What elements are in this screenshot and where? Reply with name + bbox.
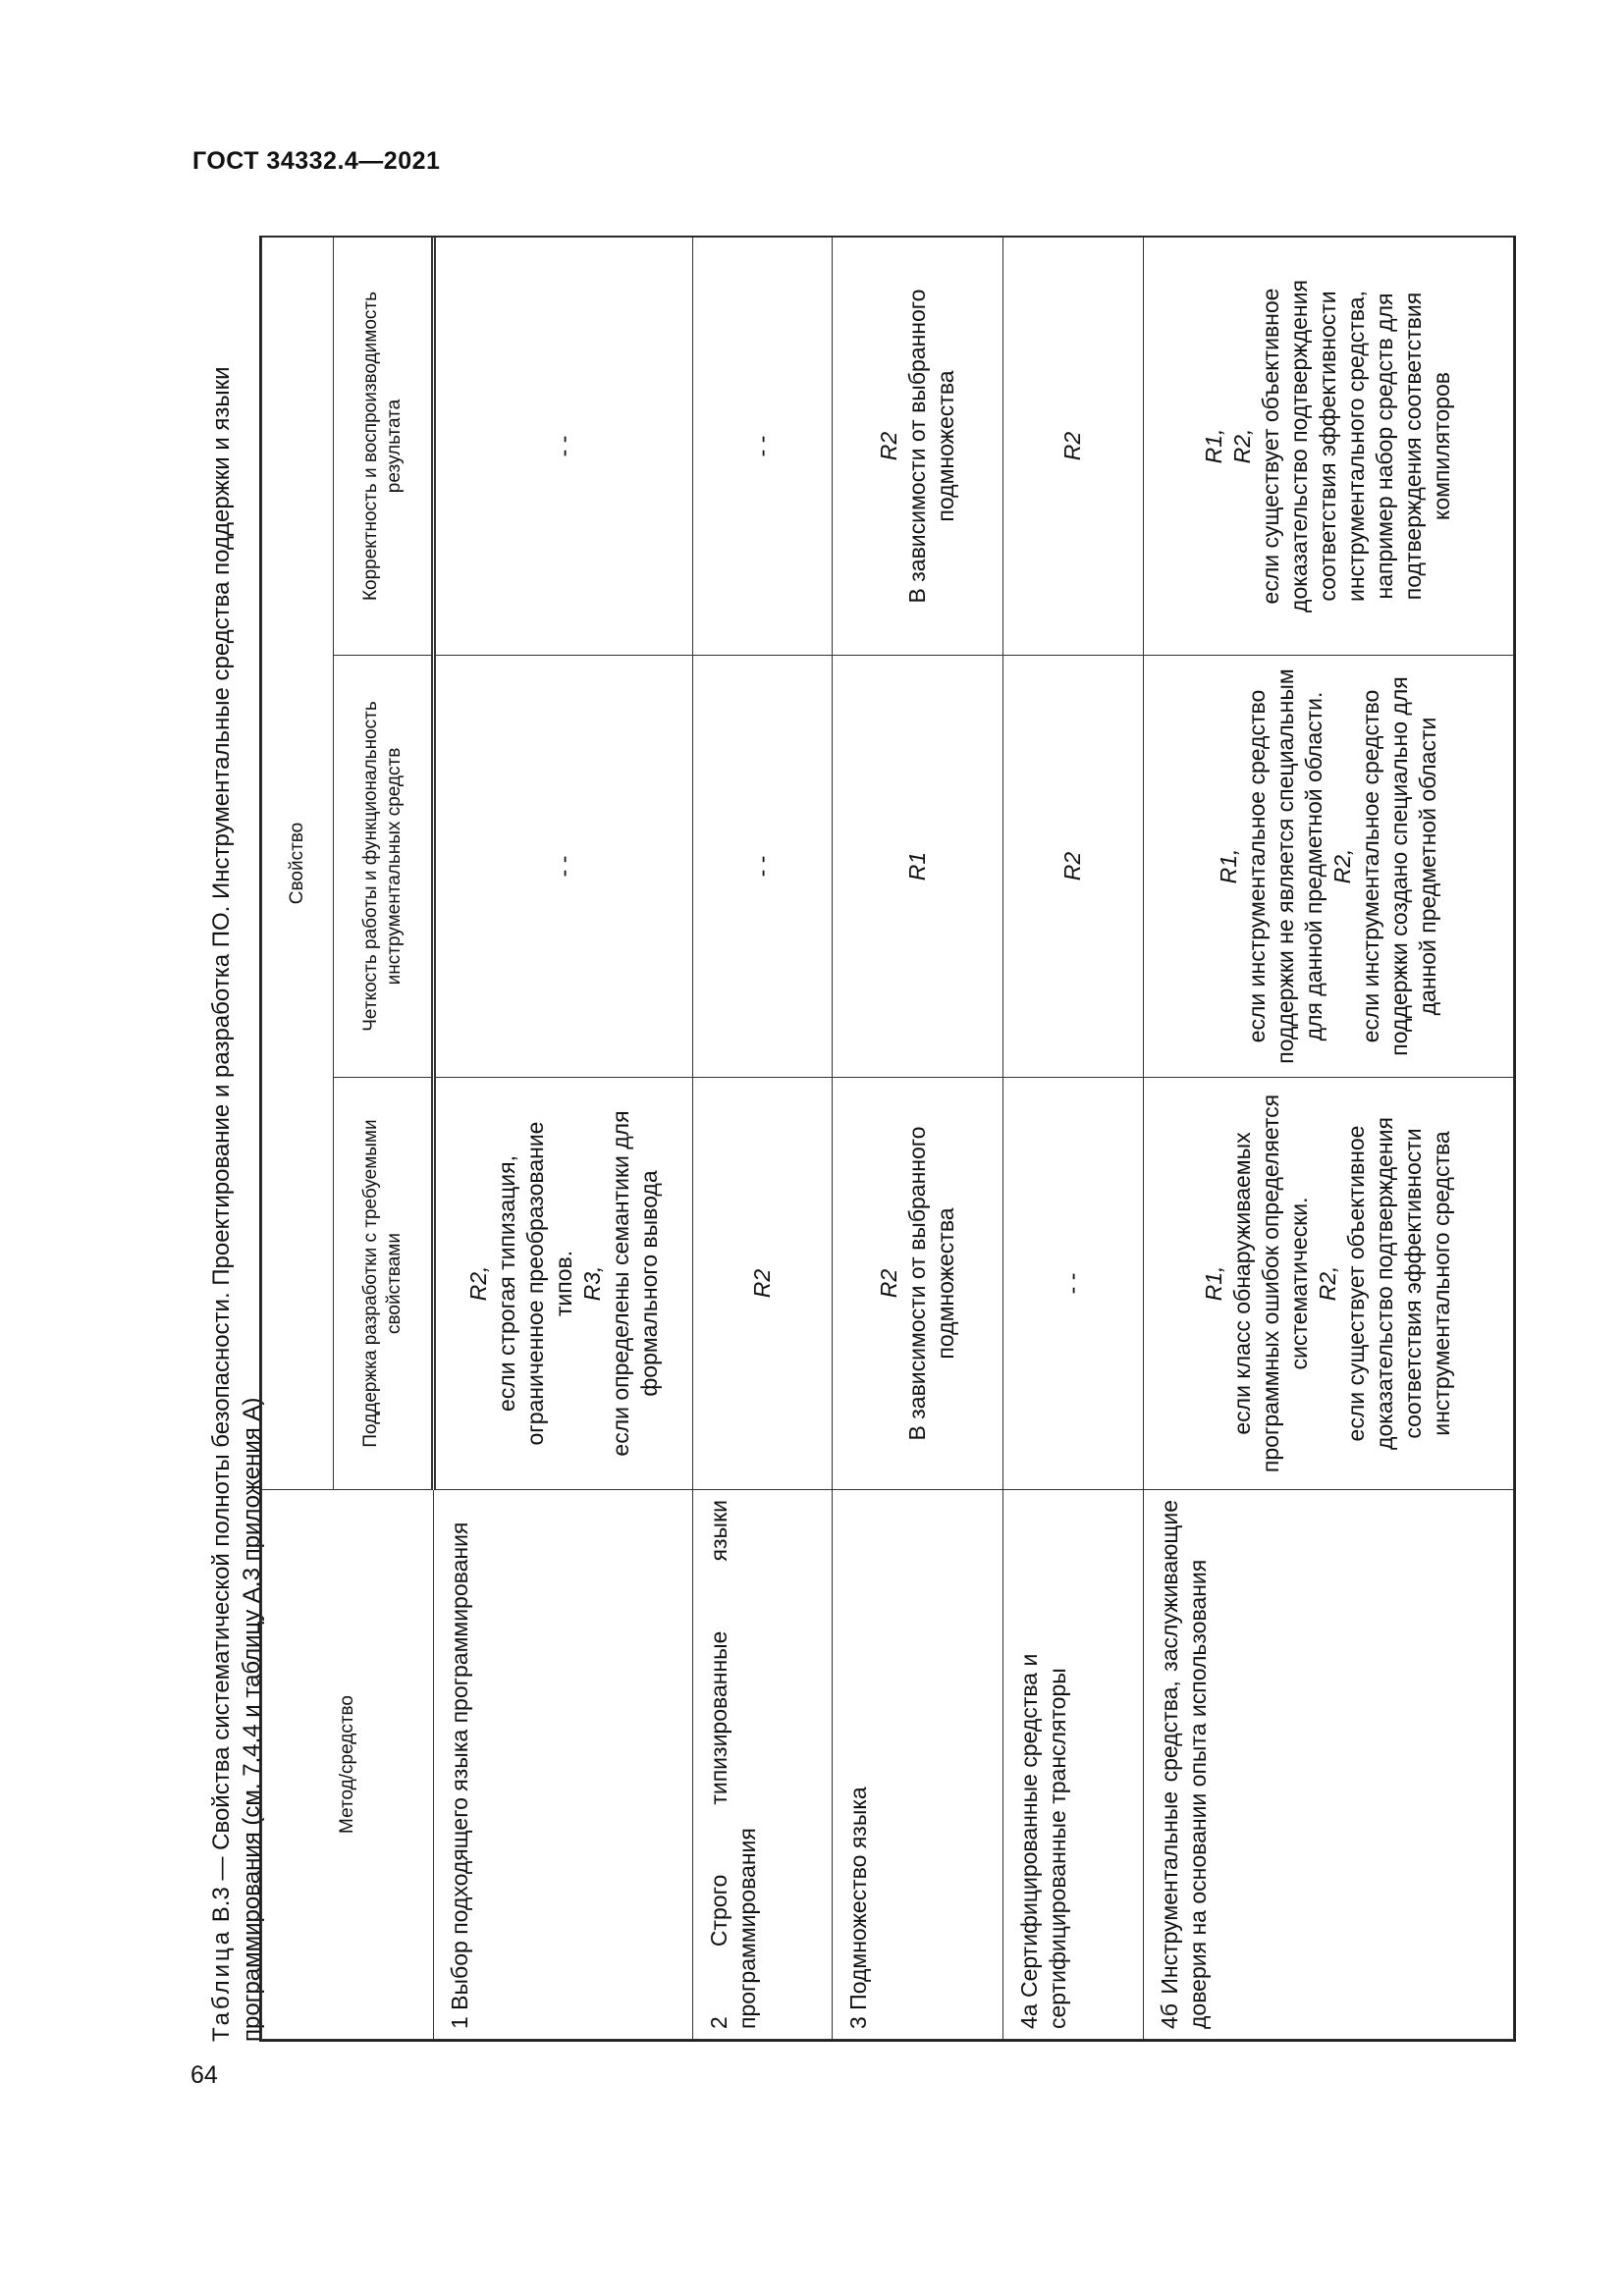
rating-text: R2: [876, 1268, 902, 1299]
tool-clarity-cell: - -: [434, 656, 692, 1078]
rating-text: R1,: [1215, 848, 1241, 884]
rating-text: R2,: [465, 1265, 492, 1302]
table-caption: [206, 236, 267, 2042]
condition-text: В зависимости от выбранного подмножества: [904, 1126, 959, 1441]
method-cell: 2 Строго типизированные языки программирования: [692, 1490, 833, 2040]
header-method: Метод/средство: [262, 1490, 434, 2040]
condition-text: если инструментальное средство поддержки не является специальным для данной предметной области.: [1243, 668, 1326, 1064]
rating-text: R2,: [1328, 848, 1355, 884]
correctness-cell: - -: [434, 238, 692, 656]
correctness-cell: [833, 238, 1002, 656]
correctness-cell: [1143, 238, 1513, 656]
table-row: [1002, 238, 1143, 2040]
dev-support-cell: - -: [1002, 1078, 1143, 1490]
table-row: [833, 238, 1002, 2040]
header-property-group: Свойство: [262, 238, 334, 1490]
rating-text: R2,: [1315, 1265, 1341, 1302]
dev-support-cell: [1143, 1078, 1513, 1490]
tool-clarity-cell: R1: [833, 656, 1002, 1078]
document-header: ГОСТ 34332.4—2021: [192, 147, 441, 175]
rotated-table-block: [206, 236, 1522, 2042]
caption-text: В.3 — Свойства систематической полноты безопасности. Проектирование и разработка ПО. Инструментальные средства поддержки и языки программирования (см. 7.4.4 и таблицу А.3 приложения А): [208, 366, 265, 2042]
table-row: [1143, 238, 1513, 2040]
table-wrapper: [259, 236, 1516, 2042]
header-tool-clarity: Четкость работы и функциональность инструментальных средств: [334, 656, 434, 1078]
header-correctness: Корректность и воспроизводимость результата: [334, 238, 434, 656]
condition-text: В зависимости от выбранного подмножества: [904, 289, 959, 604]
rating-text: R2,: [1229, 428, 1256, 464]
correctness-cell: R2: [1002, 238, 1143, 656]
rating-text: R2: [876, 431, 902, 461]
condition-text: если определены семантики для формального вывода: [608, 1110, 663, 1457]
dev-support-cell: [434, 1078, 692, 1490]
rating-text: R3,: [579, 1265, 606, 1302]
tool-clarity-cell: - -: [692, 656, 833, 1078]
correctness-cell: - -: [692, 238, 833, 656]
table-row: [434, 238, 692, 2040]
method-cell: 3 Подмножество языка: [833, 1490, 1002, 2040]
table-row: [692, 238, 833, 2040]
condition-text: если инструментальное средство поддержки создано специально для данной предметной области: [1357, 676, 1440, 1056]
header-dev-support: Поддержка разработки с требуемыми свойствами: [334, 1078, 434, 1490]
tool-clarity-cell: [1143, 656, 1513, 1078]
method-cell: 4а Сертифицированные средства и сертифицированные трансляторы: [1002, 1490, 1143, 2040]
condition-text: если класс обнаруживаемых программных ошибок определяется систематически.: [1229, 1094, 1313, 1473]
condition-text: если существует объективное доказательство подтверждения соответствия эффективности инструментального средства, например набор средств для подтверждения соответствия компиляторов: [1258, 280, 1455, 613]
dev-support-cell: [833, 1078, 1002, 1490]
rating-text: R1,: [1201, 428, 1227, 464]
condition-text: если существует объективное доказательство подтверждения соответствия эффективности инструментального средства: [1343, 1117, 1455, 1450]
rating-text: R1,: [1201, 1265, 1227, 1302]
properties-table: [261, 237, 1514, 2040]
method-cell: 1 Выбор подходящего языка программирования: [434, 1490, 692, 2040]
condition-text: если строгая типизация, ограниченное преобразование типов.: [494, 1121, 577, 1446]
method-cell: 4б Инструментальные средства, заслуживающие доверия на основании опыта использования: [1143, 1490, 1513, 2040]
tool-clarity-cell: R2: [1002, 656, 1143, 1078]
page-number: 64: [190, 2061, 218, 2089]
dev-support-cell: R2: [692, 1078, 833, 1490]
caption-lead: Таблица: [208, 1928, 235, 2042]
